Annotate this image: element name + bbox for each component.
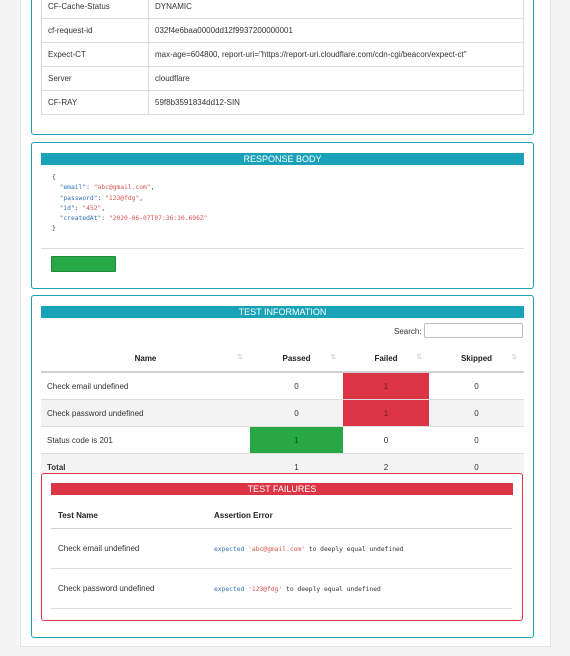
passed-count: 0	[250, 372, 343, 400]
column-header-failed[interactable]	[343, 346, 429, 372]
test-failures-table	[51, 502, 512, 609]
response-headers-card	[31, 0, 534, 135]
column-header-name[interactable]	[41, 346, 250, 372]
sort-icon: ⇅	[511, 354, 517, 361]
table-header-row	[41, 346, 524, 372]
json-comma: ,	[139, 194, 144, 202]
column-label: Name	[134, 354, 157, 363]
skipped-count: 0	[429, 427, 524, 454]
total-label: Total	[41, 454, 250, 481]
passed-count: 0	[250, 400, 343, 427]
json-key: "email"	[59, 184, 87, 192]
table-row	[41, 400, 524, 427]
assertion-value: '123@fdg'	[248, 586, 283, 593]
response-body-json: { "email": "abc@gmail.com", "password": "123@fdg", "id": "452", "createdAt": "2020-06-07T07:36:10.696Z" }	[52, 174, 208, 233]
assertion-suffix: to deeply equal undefined	[305, 546, 404, 553]
header-value: max-age=604800, report-uri="https://report-uri.cloudflare.com/cdn-cgi/beacon/expect-ct"	[149, 43, 524, 67]
test-name: Status code is 201	[41, 427, 250, 454]
header-row	[42, 91, 524, 115]
failure-row	[51, 529, 512, 569]
passed-count: 1	[250, 427, 343, 454]
skipped-count: 0	[429, 400, 524, 427]
json-key: "id"	[59, 204, 75, 212]
header-key: cf-request-id	[42, 19, 149, 43]
response-headers-table	[41, 0, 524, 115]
header-row	[42, 43, 524, 67]
test-name: Check email undefined	[41, 372, 250, 400]
json-close-brace: }	[52, 225, 56, 233]
failure-test-name: Check email undefined	[51, 529, 207, 569]
skipped-count: 0	[429, 372, 524, 400]
failed-count: 0	[343, 427, 429, 454]
header-key: Expect-CT	[42, 43, 149, 67]
test-information-card	[31, 295, 534, 638]
json-value: "123@fdg"	[105, 194, 140, 202]
assertion-value: 'abc@gmail.com'	[248, 546, 306, 553]
header-row	[42, 67, 524, 91]
divider	[41, 248, 524, 249]
column-label: Skipped	[460, 354, 493, 363]
table-row	[41, 427, 524, 454]
test-information-title: TEST INFORMATION	[41, 306, 524, 318]
total-passed: 1	[250, 454, 343, 481]
header-key: CF-Cache-Status	[42, 0, 149, 19]
header-value: 032f4e6baa0000dd12f9937200000001	[149, 19, 524, 43]
json-open-brace: {	[52, 174, 56, 181]
test-information-table	[41, 346, 524, 480]
test-name: Check password undefined	[41, 400, 250, 427]
assertion-prefix: expected	[214, 546, 245, 553]
header-row	[42, 19, 524, 43]
search-input[interactable]	[424, 323, 523, 338]
json-key: "password"	[59, 194, 98, 202]
search-label: Search:	[394, 327, 422, 336]
report-page	[20, 0, 551, 647]
header-value: DYNAMIC	[149, 0, 524, 19]
sort-icon: ⇅	[330, 354, 336, 361]
sort-icon: ⇅	[416, 354, 422, 361]
table-row	[41, 372, 524, 400]
column-header-assertion-error: Assertion Error	[207, 502, 512, 529]
column-header-passed[interactable]	[250, 346, 343, 372]
assertion-suffix: to deeply equal undefined	[282, 586, 381, 593]
response-body-title: RESPONSE BODY	[41, 153, 524, 165]
header-row	[42, 0, 524, 19]
total-failed: 2	[343, 454, 429, 481]
header-value: cloudflare	[149, 67, 524, 91]
failure-row	[51, 569, 512, 609]
column-header-test-name: Test Name	[51, 502, 207, 529]
json-value: "2020-06-07T07:36:10.696Z"	[108, 215, 208, 223]
response-body-card	[31, 142, 534, 289]
failures-header-row	[51, 502, 512, 529]
column-label: Passed	[282, 354, 311, 363]
test-failures-title: TEST FAILURES	[51, 483, 513, 495]
sort-icon: ⇅	[237, 354, 243, 361]
failed-count: 1	[343, 400, 429, 427]
json-value: "452"	[82, 204, 102, 212]
json-value: "abc@gmail.com"	[93, 184, 151, 192]
json-comma: ,	[150, 184, 155, 192]
failed-count: 1	[343, 372, 429, 400]
failure-test-name: Check password undefined	[51, 569, 207, 609]
json-key: "createdAt"	[59, 215, 102, 223]
json-comma: ,	[101, 204, 106, 212]
response-body-action-button[interactable]	[51, 256, 116, 272]
assertion-error	[207, 529, 512, 569]
total-skipped: 0	[429, 454, 524, 481]
header-key: Server	[42, 67, 149, 91]
header-value: 59f8b3591834dd12-SIN	[149, 91, 524, 115]
assertion-error	[207, 569, 512, 609]
column-label: Failed	[374, 354, 398, 363]
test-failures-card	[41, 473, 523, 621]
assertion-prefix: expected	[214, 586, 245, 593]
column-header-skipped[interactable]	[429, 346, 524, 372]
header-key: CF-RAY	[42, 91, 149, 115]
